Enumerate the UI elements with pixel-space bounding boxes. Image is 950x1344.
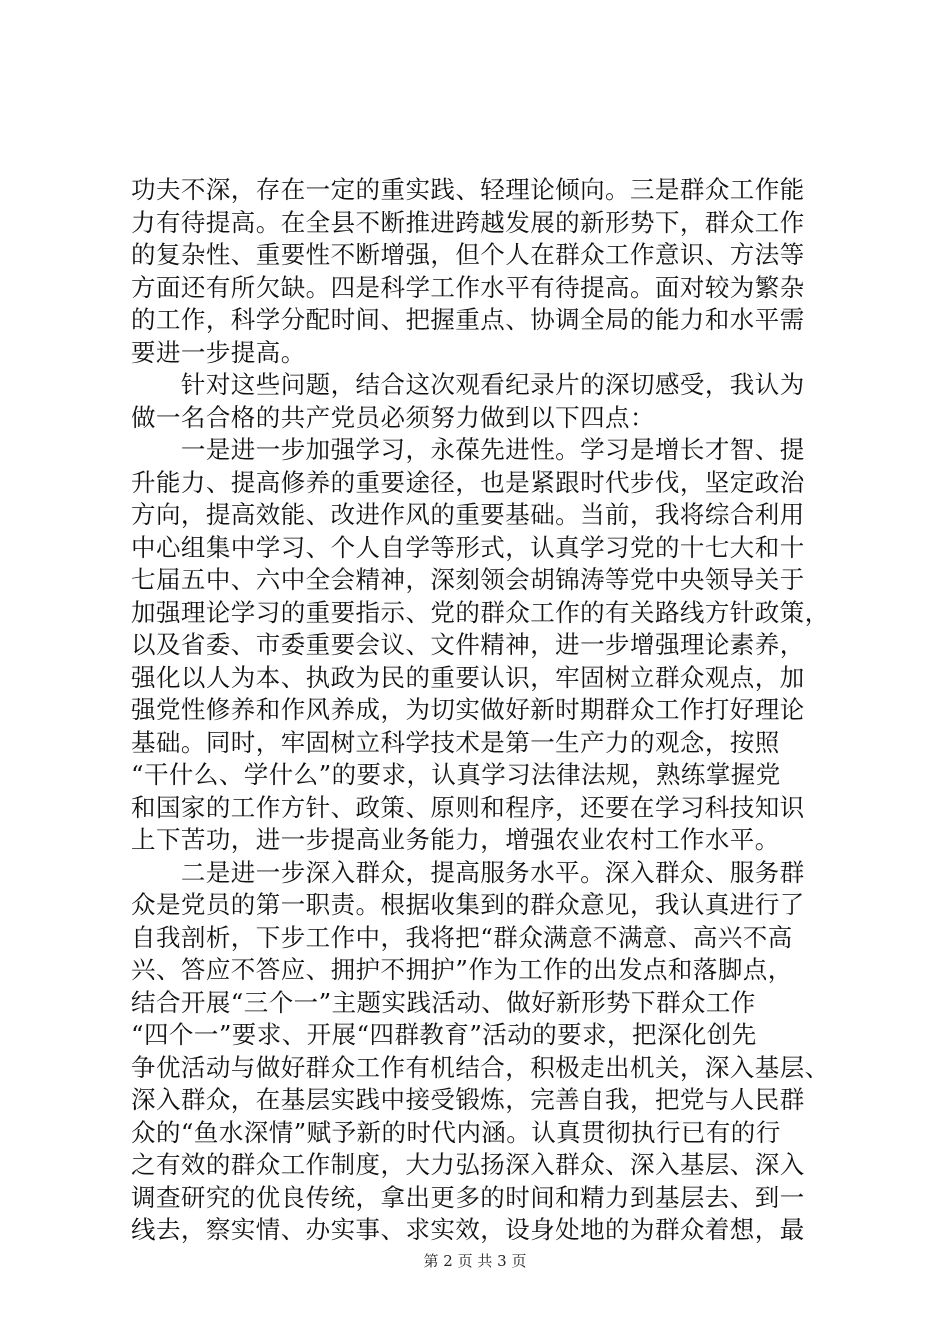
text-line: 自我剖析，下步工作中，我将把“群众满意不满意、高兴不高 <box>131 922 793 952</box>
text-line: 功夫不深，存在一定的重实践、轻理论倾向。三是群众工作能 <box>131 175 805 204</box>
text-line: 强化以人为本、执政为民的重要认识，牢固树立群众观点，加 <box>131 662 805 692</box>
text-line: 和国家的工作方针、政策、原则和程序，还要在学习科技知识 <box>131 792 805 822</box>
text-line: 七届五中、六中全会精神，深刻领会胡锦涛等党中央领导关于 <box>131 565 805 594</box>
text-line: 的工作，科学分配时间、把握重点、协调全局的能力和水平需 <box>131 305 805 334</box>
text-line: 之有效的群众工作制度，大力弘扬深入群众、深入基层、深入 <box>131 1150 805 1179</box>
text-line: 方向，提高效能、改进作风的重要基础。当前，我将综合利用 <box>131 500 805 529</box>
text-line: 线去，察实情、办实事、求实效，设身处地的为群众着想，最 <box>131 1215 805 1244</box>
text-line: 加强理论学习的重要指示、党的群众工作的有关路线方针政策， <box>131 597 830 627</box>
text-line: 深入群众，在基层实践中接受锻炼，完善自我，把党与人民群 <box>131 1085 805 1114</box>
text-line: 结合开展“三个一”主题实践活动、做好新形势下群众工作 <box>131 987 756 1017</box>
text-line: 的复杂性、重要性不断增强，但个人在群众工作意识、方法等 <box>131 240 805 269</box>
text-line: 要进一步提高。 <box>131 337 306 367</box>
text-line: 兴、答应不答应、拥护不拥护”作为工作的出发点和落脚点， <box>131 955 793 984</box>
text-line: 争优活动与做好群众工作有机结合，积极走出机关，深入基层、 <box>131 1052 830 1082</box>
text-line: 做一名合格的共产党员必须努力做到以下四点： <box>131 402 655 432</box>
text-line: 以及省委、市委重要会议、文件精神，进一步增强理论素养， <box>131 630 805 659</box>
text-line: 升能力、提高修养的重要途径，也是紧跟时代步伐，坚定政治 <box>131 467 805 497</box>
text-line: 二是进一步深入群众，提高服务水平。深入群众、服务群 <box>131 857 805 887</box>
text-line: 上下苦功，进一步提高业务能力，增强农业农村工作水平。 <box>131 825 780 854</box>
text-line: “四个一”要求、开展“四群教育”活动的要求，把深化创先 <box>131 1020 757 1049</box>
text-line: 一是进一步加强学习，永葆先进性。学习是增长才智、提 <box>131 435 805 464</box>
page-footer: 第 2 页 共 3 页 <box>423 1252 527 1270</box>
text-line: 力有待提高。在全县不断推进跨越发展的新形势下，群众工作 <box>131 207 805 237</box>
text-line: 调查研究的优良传统，拿出更多的时间和精力到基层去、到一 <box>131 1182 805 1212</box>
text-line: 众的“鱼水深情”赋予新的时代内涵。认真贯彻执行已有的行 <box>131 1117 781 1147</box>
text-line: “干什么、学什么”的要求，认真学习法律法规，熟练掌握党 <box>131 760 781 789</box>
text-line: 众是党员的第一职责。根据收集到的群众意见，我认真进行了 <box>131 890 805 919</box>
text-line: 方面还有所欠缺。四是科学工作水平有待提高。面对较为繁杂 <box>131 272 805 302</box>
text-line: 强党性修养和作风养成，为切实做好新时期群众工作打好理论 <box>131 695 805 724</box>
text-line: 中心组集中学习、个人自学等形式，认真学习党的十七大和十 <box>131 532 805 562</box>
body-text <box>131 174 831 1247</box>
text-line: 基础。同时，牢固树立科学技术是第一生产力的观念，按照 <box>131 727 780 757</box>
text-line: 针对这些问题，结合这次观看纪录片的深切感受，我认为 <box>131 370 805 399</box>
